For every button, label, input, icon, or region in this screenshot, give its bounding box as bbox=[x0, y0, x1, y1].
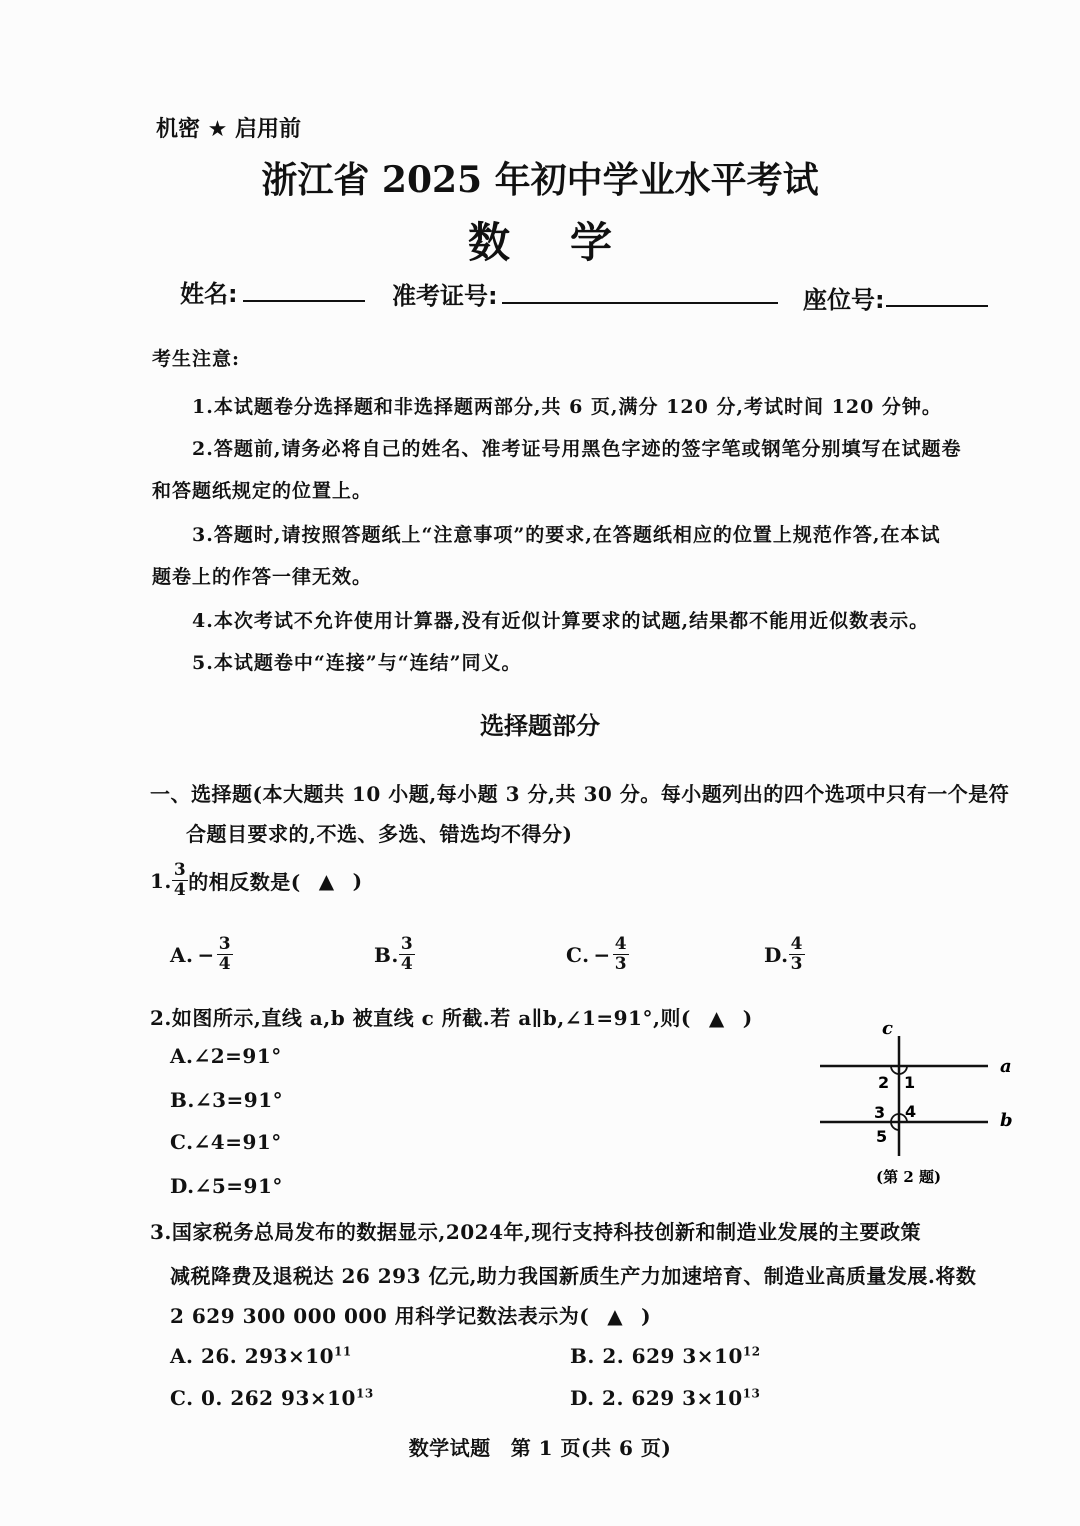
q2-option-c[interactable]: C.∠4=91° bbox=[170, 1130, 282, 1154]
frac-numerator: 4 bbox=[790, 934, 803, 954]
question-3-line1: 3.国家税务总局发布的数据显示,2024年,现行支持科技创新和制造业发展的主要政策 bbox=[150, 1220, 921, 1244]
q2-option-a[interactable]: A.∠2=91° bbox=[170, 1044, 282, 1068]
notice-item-4: 4.本次考试不允许使用计算器,没有近似计算要求的试题,结果都不能用近似数表示。 bbox=[192, 610, 930, 632]
name-label: 姓名: bbox=[180, 280, 238, 308]
section-intro-line2: 合题目要求的,不选、多选、错选均不得分) bbox=[186, 822, 573, 846]
seat-label: 座位号: bbox=[803, 286, 885, 314]
q3-option-c[interactable] bbox=[170, 1386, 374, 1410]
exam-id-label: 准考证号: bbox=[392, 282, 498, 310]
question-3-line3 bbox=[170, 1300, 651, 1329]
q3-close: ) bbox=[641, 1304, 652, 1328]
subject-title: 数学 bbox=[467, 218, 672, 267]
notice-item-5: 5.本试题卷中“连接”与“连结”同义。 bbox=[192, 652, 522, 674]
option-sign: − bbox=[593, 942, 611, 967]
footer-page: 第 1 页(共 6 页) bbox=[510, 1436, 672, 1460]
exam-title: 浙江省 2025 年初中学业水平考试 bbox=[261, 159, 819, 201]
answer-mark-icon: ▲ bbox=[318, 868, 335, 893]
angle-label-5: 5 bbox=[876, 1127, 888, 1146]
q1-frac-numerator: 3 bbox=[173, 860, 187, 880]
option-fraction bbox=[217, 936, 233, 973]
option-base: C. 0. 262 93×10 bbox=[170, 1386, 356, 1410]
angle-label-1: 1 bbox=[904, 1073, 916, 1092]
q1-fraction bbox=[172, 862, 188, 899]
frac-denominator: 4 bbox=[400, 954, 414, 974]
exam-id-blank[interactable] bbox=[502, 302, 778, 304]
q2-option-d[interactable]: D.∠5=91° bbox=[170, 1174, 283, 1198]
frac-denominator: 4 bbox=[218, 954, 232, 974]
frac-numerator: 3 bbox=[400, 934, 414, 954]
q1-option-a[interactable] bbox=[170, 936, 233, 973]
label-b: b bbox=[1000, 1110, 1013, 1131]
frac-denominator: 3 bbox=[614, 954, 628, 974]
option-base: B. 2. 629 3×10 bbox=[570, 1344, 743, 1368]
option-label: D. bbox=[764, 942, 789, 967]
option-label: B. bbox=[374, 942, 399, 967]
q1-frac-denominator: 4 bbox=[173, 880, 187, 900]
label-c: c bbox=[882, 1018, 893, 1039]
angle-label-4: 4 bbox=[905, 1102, 917, 1121]
notice-item-3: 3.答题时,请按照答题纸上“注意事项”的要求,在答题纸相应的位置上规范作答,在本试 bbox=[192, 524, 941, 546]
q2-figure bbox=[810, 1016, 1030, 1196]
q2-close: ) bbox=[742, 1006, 753, 1030]
q3-text: 2 629 300 000 000 用科学记数法表示为( bbox=[170, 1304, 590, 1328]
q2-option-b[interactable]: B.∠3=91° bbox=[170, 1088, 284, 1112]
option-fraction bbox=[613, 936, 629, 973]
notice-item-2-cont: 和答题纸规定的位置上。 bbox=[152, 480, 373, 502]
figure-caption: (第 2 题) bbox=[876, 1168, 942, 1186]
q1-option-d[interactable] bbox=[764, 936, 805, 973]
q1-text: 的相反数是( bbox=[188, 870, 301, 894]
section-intro-line1: 一、选择题(本大题共 10 小题,每小题 3 分,共 30 分。每小题列出的四个选项中只有一个是符 bbox=[150, 782, 1010, 806]
frac-numerator: 3 bbox=[218, 934, 232, 954]
q1-close: ) bbox=[352, 868, 363, 893]
option-sign: − bbox=[197, 942, 215, 967]
option-base: D. 2. 629 3×10 bbox=[570, 1386, 743, 1410]
option-exponent: 12 bbox=[742, 1344, 761, 1359]
name-blank[interactable] bbox=[243, 300, 365, 302]
q1-option-c[interactable] bbox=[566, 936, 629, 973]
q2-text: 2.如图所示,直线 a,b 被直线 c 所截.若 a∥b,∠1=91°,则( bbox=[150, 1006, 691, 1030]
question-3-line2: 减税降费及退税达 26 293 亿元,助力我国新质生产力加速培育、制造业高质量发展.将数 bbox=[170, 1264, 977, 1288]
option-label: A. bbox=[170, 942, 194, 967]
notice-heading: 考生注意: bbox=[152, 348, 241, 370]
frac-denominator: 3 bbox=[790, 954, 803, 974]
notice-item-3-cont: 题卷上的作答一律无效。 bbox=[152, 566, 373, 588]
option-fraction bbox=[789, 936, 805, 973]
option-exponent: 11 bbox=[334, 1344, 352, 1359]
angle-label-3: 3 bbox=[874, 1103, 886, 1122]
section-title: 选择题部分 bbox=[480, 712, 600, 740]
page-footer bbox=[0, 1432, 1080, 1461]
notice-item-2: 2.答题前,请务必将自己的姓名、准考证号用黑色字迹的签字笔或钢笔分别填写在试题卷 bbox=[192, 438, 962, 460]
notice-item-1: 1.本试题卷分选择题和非选择题两部分,共 6 页,满分 120 分,考试时间 120 分钟。 bbox=[192, 396, 942, 418]
question-1 bbox=[150, 862, 363, 899]
label-a: a bbox=[1000, 1056, 1012, 1077]
q1-option-b[interactable] bbox=[374, 936, 415, 973]
angle-label-2: 2 bbox=[878, 1073, 890, 1092]
option-label: C. bbox=[566, 942, 590, 967]
q3-option-d[interactable] bbox=[570, 1386, 760, 1410]
frac-numerator: 4 bbox=[614, 934, 628, 954]
option-exponent: 13 bbox=[355, 1386, 374, 1401]
option-exponent: 13 bbox=[742, 1386, 761, 1401]
option-fraction bbox=[399, 936, 415, 973]
option-base: A. 26. 293×10 bbox=[170, 1344, 335, 1368]
footer-subject: 数学试题 bbox=[408, 1436, 491, 1460]
confidential-mark: 机密 ★ 启用前 bbox=[156, 117, 302, 142]
q3-option-a[interactable] bbox=[170, 1344, 352, 1368]
answer-mark-icon: ▲ bbox=[607, 1304, 624, 1328]
q1-number: 1. bbox=[150, 868, 172, 893]
answer-mark-icon: ▲ bbox=[708, 1006, 725, 1030]
question-2 bbox=[150, 1002, 753, 1031]
seat-blank[interactable] bbox=[886, 305, 988, 307]
q3-option-b[interactable] bbox=[570, 1344, 761, 1368]
